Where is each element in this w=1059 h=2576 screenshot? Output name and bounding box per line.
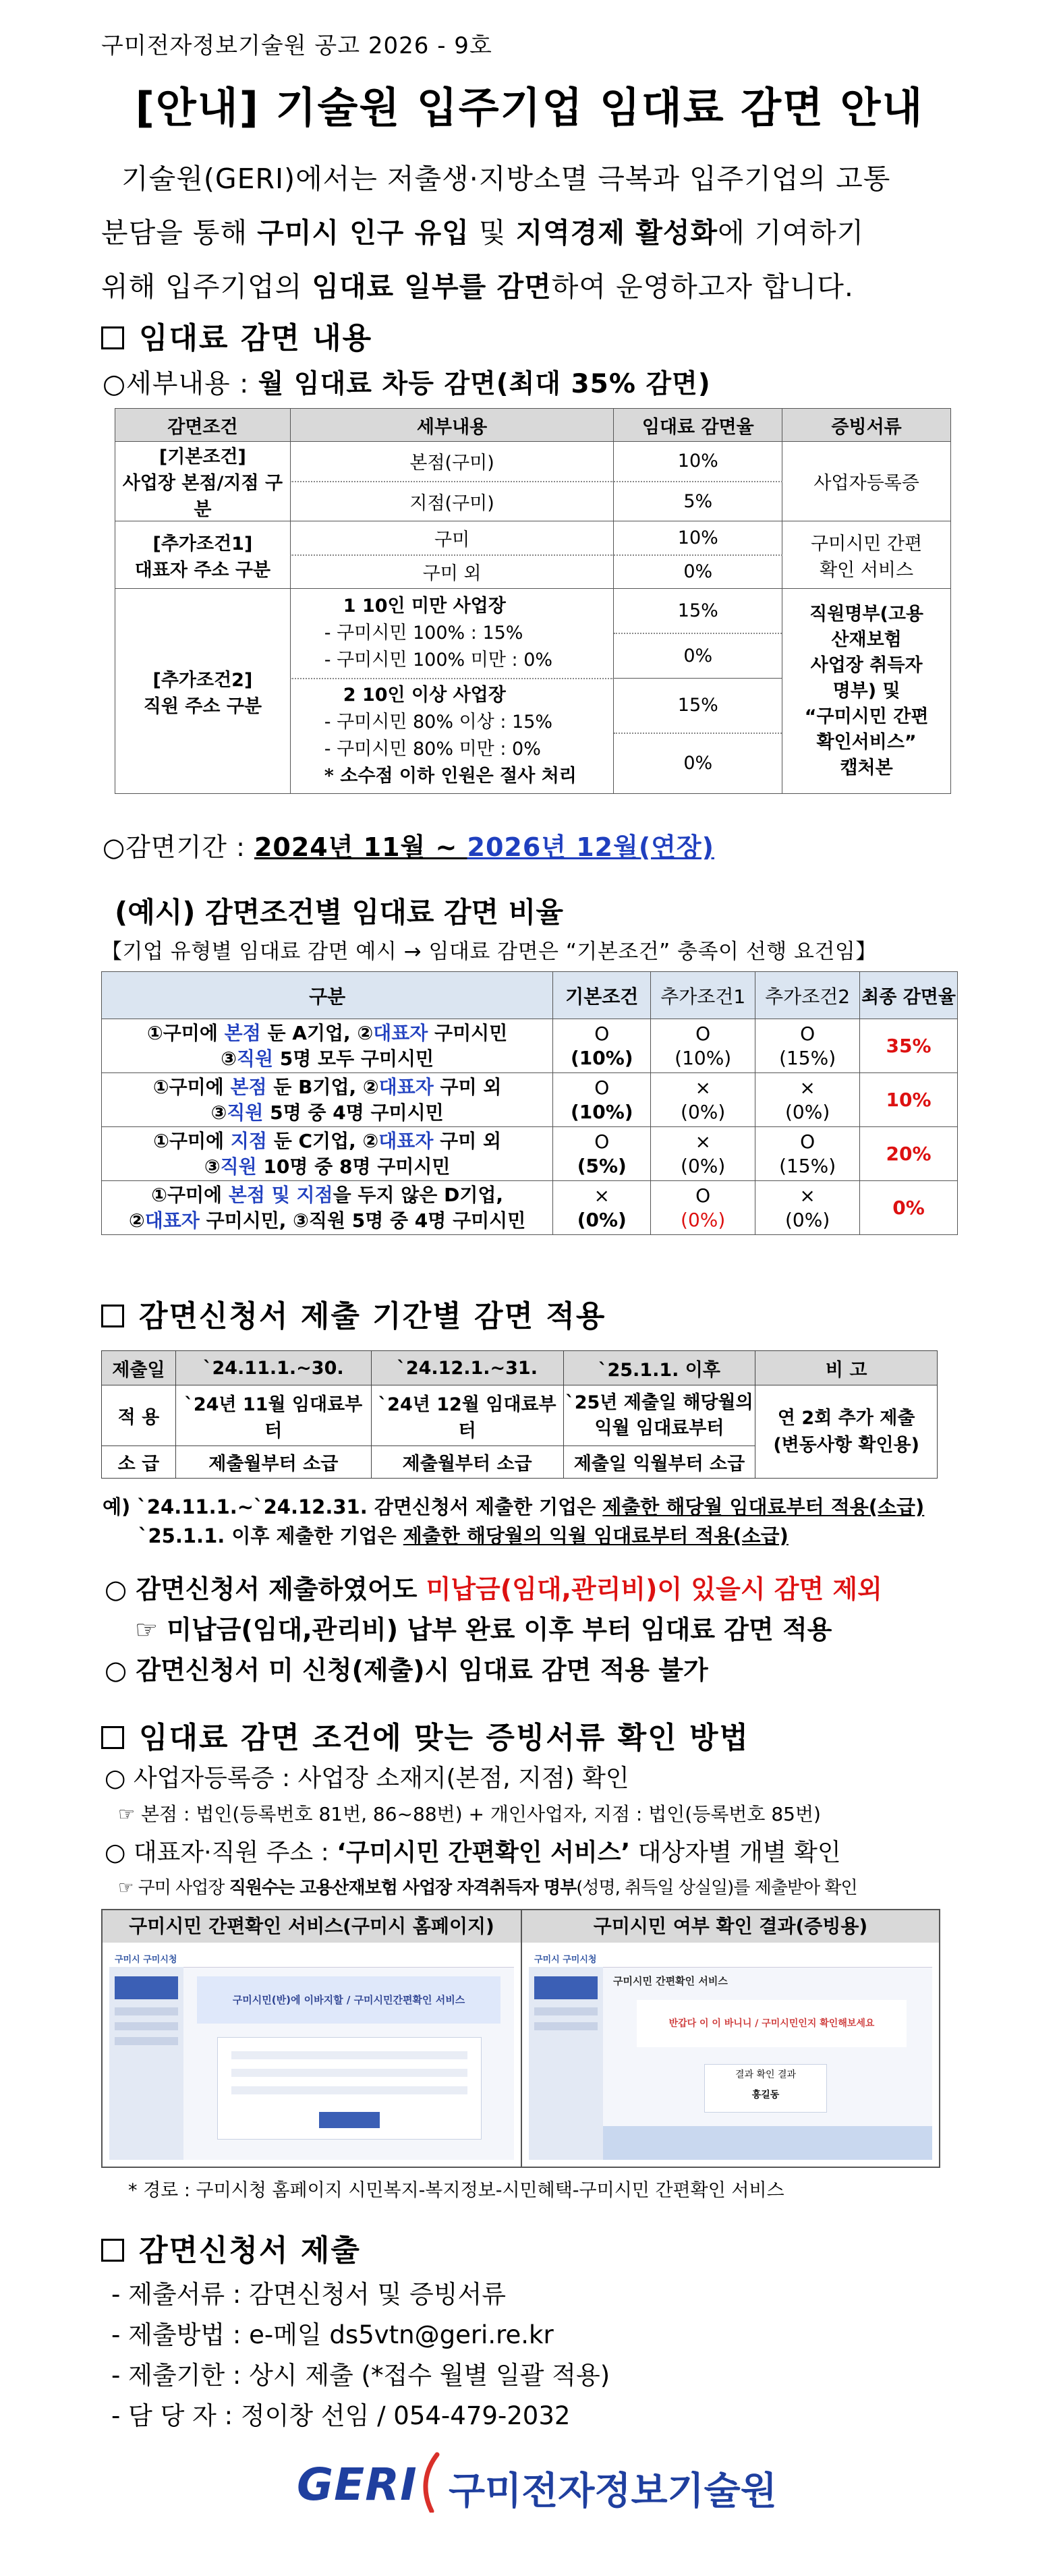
cell: `24년 12월 임대료부터	[371, 1385, 563, 1446]
text	[102, 1154, 552, 1180]
example-note-1	[103, 1492, 924, 1520]
example-table	[101, 971, 958, 1235]
detail-line	[103, 363, 711, 401]
text: 본점	[230, 1075, 267, 1098]
section-title: 임대료 감면 내용	[139, 321, 373, 355]
add1-cell	[651, 1127, 755, 1181]
text: (15%)	[779, 1046, 836, 1069]
text: 구미시민	[428, 1021, 508, 1044]
col-header: 기본조건	[553, 972, 651, 1019]
text	[102, 1100, 552, 1126]
text: O	[800, 1022, 815, 1045]
list-item: - 담 당 자 : 정이창 선임 / 054-479-2032	[111, 2401, 571, 2430]
page-title: [안내] 기술원 입주기업 임대료 감면 안내	[135, 83, 924, 132]
text: 0%	[683, 646, 713, 666]
row-label: 적 용	[102, 1385, 176, 1446]
row-label: 소 급	[102, 1446, 176, 1479]
cell: 제출일 익월부터 소급	[563, 1446, 755, 1479]
text	[102, 1208, 552, 1234]
checkbox-square-icon	[101, 1726, 124, 1749]
text: 명부) 및	[832, 680, 900, 702]
table-row	[102, 1385, 938, 1446]
note: * 소수점 이하 인원은 절사 처리	[324, 766, 577, 787]
text: 본점	[224, 1021, 261, 1044]
detail-cell	[290, 589, 614, 679]
text: ×	[799, 1076, 815, 1099]
detail-cell: 구미 외	[290, 555, 614, 589]
text: (성명, 취득일 상실일)를 제출받아 확인	[576, 1878, 857, 1898]
mock-footer-graphic	[603, 2126, 932, 2160]
example-note-2	[138, 1521, 789, 1549]
sub-heading: 1 10인 미만 사업장	[343, 595, 506, 617]
text: 15%	[614, 589, 782, 634]
text: ③	[210, 1101, 227, 1124]
example-title: (예시) 감면조건별 임대료 감면 비율	[115, 896, 563, 929]
text: `25.1.1. 이후 제출한 기업은	[138, 1524, 403, 1547]
text: (10%)	[570, 1100, 633, 1123]
period-table	[101, 1350, 938, 1479]
text: ①구미에	[151, 1183, 229, 1206]
text: 지점	[230, 1129, 267, 1152]
section-heading-reduction	[101, 314, 372, 357]
text: 대표자	[144, 1209, 200, 1232]
case-cell	[102, 1073, 553, 1127]
col-header: `24.12.1.~31.	[371, 1351, 563, 1385]
text: 연 2회 추가 제출	[777, 1407, 915, 1429]
text: (0%)	[784, 1208, 830, 1231]
text	[102, 1182, 552, 1208]
text: (0%)	[681, 1208, 726, 1231]
rate-cell: 10%	[614, 521, 782, 555]
intro-line-1: 기술원(GERI)에서는 저출생·지방소멸 극복과 입주기업의 고통	[121, 163, 891, 195]
text: 10명 중 8명 구미시민	[256, 1155, 451, 1178]
mock-topbar	[109, 1949, 514, 1968]
text: 제출한 해당월의 익월 임대료부터 적용(소급)	[403, 1524, 789, 1547]
condition-cell	[115, 521, 291, 589]
text: O	[594, 1076, 610, 1099]
detail-cell	[290, 679, 614, 794]
mock-sidebar	[529, 1967, 603, 2160]
text: - 구미시민 100% 미만 : 0%	[324, 649, 553, 670]
checkbox-square-icon	[101, 326, 124, 349]
text: 결과 확인 결과	[735, 2069, 797, 2080]
path-note: * 경로 : 구미시청 홈페이지 시민복지-복지정보-시민혜택-구미시민 간편확인 서비스	[128, 2180, 784, 2201]
text: `25년 제출일 해당월의	[565, 1392, 753, 1413]
text: 구미시민, ③직원 5명 중 4명 구미시민	[199, 1209, 526, 1232]
notice-number: 구미전자정보기술원 공고 2026 - 9호	[101, 32, 492, 59]
text: (0%)	[784, 1100, 830, 1123]
text: ①구미에	[147, 1021, 225, 1044]
logo-mark: GERI	[297, 2459, 418, 2511]
text: 0%	[683, 753, 713, 774]
condition-cell	[115, 589, 291, 794]
final-rate-cell: 10%	[860, 1073, 958, 1127]
period-start: 2024년 11월 ~	[254, 832, 467, 862]
add2-cell	[755, 1073, 860, 1127]
text: 예) `24.11.1.~`24.12.31. 감면신청서 제출한 기업은	[103, 1495, 603, 1518]
text	[102, 1128, 552, 1154]
base-cell	[553, 1019, 651, 1073]
detail-value: 월 임대료 차등 감면(최대 35% 감면)	[258, 369, 711, 399]
table-header-row	[115, 409, 951, 442]
text: 캡처본	[840, 757, 893, 778]
intro-paragraph	[101, 152, 958, 314]
col-header: 비 고	[755, 1351, 938, 1385]
text: 사업장 본점/지점 구분	[122, 473, 283, 520]
add1-cell	[651, 1019, 755, 1073]
text: 대표자	[373, 1021, 428, 1044]
text: ○ 감면신청서 제출하였어도	[105, 1574, 426, 1604]
mock-menu-line	[115, 2037, 178, 2045]
mock-result-box	[704, 2064, 827, 2113]
add1-cell	[651, 1073, 755, 1127]
screenshot-panel	[101, 1909, 940, 2168]
text: (15%)	[779, 1154, 836, 1177]
base-cell	[553, 1181, 651, 1235]
section-heading-proof	[101, 1713, 749, 1756]
list-item: - 제출서류 : 감면신청서 및 증빙서류	[111, 2280, 507, 2309]
text: 5명 모두 구미시민	[273, 1047, 434, 1070]
list-item: - 제출기한 : 상시 제출 (*접수 월별 일괄 적용)	[111, 2361, 610, 2390]
checkbox-square-icon	[101, 2239, 124, 2262]
rate-cell	[614, 679, 782, 794]
col-header: 감면조건	[115, 409, 291, 442]
text: 위해 입주기업의	[101, 270, 312, 303]
text: [추가조건1]	[152, 533, 253, 554]
text: (5%)	[577, 1154, 627, 1177]
checkbox-square-icon	[101, 1305, 124, 1327]
highlight-population: 구미시 인구 유입	[257, 217, 469, 249]
mock-menu-line	[115, 2022, 178, 2030]
text: 에 기여하기	[718, 217, 865, 249]
mock-sidebar-head	[115, 1976, 178, 1999]
cell	[563, 1385, 755, 1446]
text: ‘구미시민 간편확인 서비스’	[337, 1839, 631, 1866]
table-row	[102, 1127, 958, 1181]
table-row	[102, 1073, 958, 1127]
text: ×	[594, 1184, 610, 1207]
section-title: 감면신청서 제출 기간별 감면 적용	[139, 1299, 606, 1334]
text: (변동사항 확인용)	[773, 1434, 919, 1456]
text: O	[695, 1184, 711, 1207]
no-apply-bullet: ○ 감면신청서 미 신청(제출)시 임대료 감면 적용 불가	[105, 1655, 708, 1685]
detail-label: ○세부내용 :	[103, 369, 258, 399]
text: 을 두지 않은 D기업,	[333, 1183, 504, 1206]
rate-cell: 0%	[614, 555, 782, 589]
table-row	[115, 589, 951, 679]
logo-name: 구미전자정보기술원	[449, 2469, 777, 2513]
text: ③	[221, 1047, 237, 1070]
intro-line-2	[101, 206, 958, 260]
sub-heading: 2 10인 이상 사업장	[343, 685, 506, 706]
text: O	[695, 1022, 711, 1045]
text: ③	[204, 1155, 221, 1178]
text: 직원	[236, 1047, 274, 1070]
left-screenshot-title: 구미시민 간편확인 서비스(구미시 홈페이지)	[103, 1910, 522, 1943]
text: ☞ 구미 사업장	[118, 1878, 229, 1898]
text: 구미 외	[433, 1129, 502, 1152]
cell: 제출월부터 소급	[371, 1446, 563, 1479]
text: (0%)	[681, 1100, 726, 1123]
text: 구미시민 간편	[811, 533, 923, 554]
document-cell: 사업자등록증	[782, 442, 951, 521]
proof-line-2: ☞ 본점 : 법인(등록번호 81번, 86~88번) + 개인사업자, 지점 : 법인(등록번호 85번)	[118, 1803, 821, 1825]
add1-cell	[651, 1181, 755, 1235]
col-header: 최종 감면율	[860, 972, 958, 1019]
text: 대표자	[378, 1075, 434, 1098]
table-row	[102, 1181, 958, 1235]
list-item: - 제출방법 : e-메일 ds5vtn@geri.re.kr	[111, 2320, 554, 2349]
mock-banner: 반갑다 이 이 바니니 / 구미시민인지 확인해보세요	[637, 2000, 907, 2047]
right-screenshot-title: 구미시민 여부 확인 결과(증빙용)	[522, 1910, 939, 1943]
text: - 구미시민 100% : 15%	[324, 622, 523, 643]
col-header: 세부내용	[290, 409, 614, 442]
document-cell	[782, 521, 951, 589]
mock-heading: 구미시민 간편확인 서비스	[613, 1975, 728, 1987]
section-title: 감면신청서 제출	[139, 2233, 361, 2268]
rate-cell: 5%	[614, 482, 782, 521]
col-header: `24.11.1.~30.	[175, 1351, 371, 1385]
mock-sidebar	[109, 1967, 183, 2160]
col-header: `25.1.1. 이후	[563, 1351, 755, 1385]
final-rate-cell: 35%	[860, 1019, 958, 1073]
unpaid-bullet	[105, 1568, 882, 1605]
text: 직원	[227, 1101, 264, 1124]
text: ○ 대표자·직원 주소 :	[105, 1839, 337, 1866]
cell: 제출월부터 소급	[175, 1446, 371, 1479]
text: 확인서비스”	[816, 731, 917, 753]
text: 5명 중 4명 구미시민	[263, 1101, 444, 1124]
remark-cell	[755, 1385, 938, 1479]
text	[102, 1075, 552, 1100]
case-cell	[102, 1127, 553, 1181]
text	[102, 1021, 552, 1046]
text: “구미시민 간편	[804, 706, 929, 727]
text: 대표자	[378, 1129, 434, 1152]
proof-line-4	[118, 1874, 857, 1899]
mock-logo: 구미시 구미시청	[534, 1955, 597, 1965]
left-screenshot-image	[109, 1949, 514, 2160]
text: ②	[128, 1209, 145, 1232]
submit-list	[111, 2274, 610, 2436]
document-cell	[782, 589, 951, 794]
text: ×	[695, 1076, 711, 1099]
text: (0%)	[577, 1208, 627, 1231]
col-header: 임대료 감면율	[614, 409, 782, 442]
add2-cell	[755, 1181, 860, 1235]
mock-form-line	[231, 2051, 467, 2059]
panel-divider	[521, 1910, 522, 2167]
text: (10%)	[675, 1046, 732, 1069]
table-header-row	[102, 972, 958, 1019]
mock-topbar	[529, 1949, 932, 1968]
unpaid-note: ☞ 미납금(임대,관리비) 납부 완료 이후 부터 임대료 감면 적용	[135, 1615, 832, 1644]
text: 직원 주소 구분	[143, 695, 262, 717]
period-line	[103, 826, 714, 863]
cell: `24년 11월 임대료부터	[175, 1385, 371, 1446]
table-header-row	[102, 1351, 938, 1385]
mock-menu-line	[115, 2007, 178, 2015]
period-label: ○감면기간 :	[103, 832, 254, 862]
table-row	[102, 1019, 958, 1073]
example-subtitle: 【기업 유형별 임대료 감면 예시 → 임대료 감면은 “기본조건” 충족이 선행 요건임】	[101, 940, 877, 964]
mock-menu-line	[534, 2007, 598, 2015]
reduction-table	[115, 408, 951, 794]
text: (10%)	[570, 1046, 633, 1069]
text: 직원명부(고용	[809, 603, 924, 625]
section-heading-submit	[101, 2226, 361, 2269]
text: 둔 B기업, ②	[266, 1075, 379, 1098]
text: O	[800, 1130, 815, 1153]
text: 대표자 주소 구분	[134, 559, 271, 581]
text: ①구미에	[152, 1075, 231, 1098]
rate-cell: 10%	[614, 442, 782, 482]
text	[102, 1046, 552, 1072]
text: 산재보험	[831, 629, 902, 650]
text: ×	[695, 1130, 711, 1153]
text: ①구미에	[153, 1129, 231, 1152]
text: (0%)	[681, 1154, 726, 1177]
add2-cell	[755, 1019, 860, 1073]
text: 분담을 통해	[101, 217, 258, 249]
mock-form-line	[231, 2086, 467, 2094]
right-screenshot-image	[529, 1949, 932, 2160]
text: 15%	[614, 679, 782, 734]
text: - 구미시민 80% 이상 : 15%	[324, 712, 553, 733]
base-cell	[553, 1073, 651, 1127]
text: 및	[469, 217, 516, 249]
col-header: 구분	[102, 972, 553, 1019]
highlight-reduction: 임대료 일부를 감면	[312, 270, 552, 303]
period-end: 2026년 12월(연장)	[467, 832, 714, 862]
condition-cell	[115, 442, 291, 521]
mock-form-button	[319, 2112, 380, 2128]
text: [추가조건2]	[152, 669, 253, 691]
text: [기본조건]	[159, 447, 246, 467]
text: 확인 서비스	[820, 559, 914, 581]
intro-line-3	[101, 260, 958, 314]
detail-cell: 본점(구미)	[290, 442, 614, 482]
col-header: 추가조건1	[651, 972, 755, 1019]
detail-cell: 지점(구미)	[290, 482, 614, 521]
rate-cell	[614, 589, 782, 679]
mock-form	[217, 2037, 482, 2140]
mock-sidebar-head	[534, 1976, 598, 1999]
case-cell	[102, 1019, 553, 1073]
proof-line-3	[105, 1833, 841, 1868]
col-header: 추가조건2	[755, 972, 860, 1019]
proof-line-1: ○ 사업자등록증 : 사업장 소재지(본점, 지점) 확인	[105, 1765, 629, 1792]
add2-cell	[755, 1127, 860, 1181]
text: O	[594, 1130, 610, 1153]
text: 둔 A기업, ②	[260, 1021, 374, 1044]
text: 미납금(임대,관리비)이 있을시 감면 제외	[426, 1574, 882, 1604]
table-row	[115, 521, 951, 555]
final-rate-cell: 0%	[860, 1181, 958, 1235]
text: 구미 외	[433, 1075, 502, 1098]
text: 대상자별 개별 확인	[630, 1839, 841, 1866]
highlight-economy: 지역경제 활성화	[515, 217, 718, 249]
text: - 구미시민 80% 미만 : 0%	[324, 739, 541, 760]
text: 흥길동	[751, 2090, 780, 2100]
text: O	[594, 1022, 610, 1045]
logo-swoosh-icon	[417, 2452, 444, 2513]
mock-logo: 구미시 구미시청	[115, 1955, 177, 1965]
mock-form-line	[231, 2069, 467, 2077]
col-header: 제출일	[102, 1351, 176, 1385]
case-cell	[102, 1181, 553, 1235]
mock-banner: 구미시민(반)에 이바지할 / 구미시민간편확인 서비스	[197, 1976, 500, 2024]
text: 하여 운영하고자 합니다.	[551, 270, 854, 303]
mock-menu-line	[534, 2022, 598, 2030]
text: 익월 임대료부터	[594, 1417, 724, 1439]
text: 직원	[220, 1155, 257, 1178]
text: 제출한 해당월 임대료부터 적용(소급)	[602, 1495, 925, 1518]
table-row	[115, 442, 951, 482]
base-cell	[553, 1127, 651, 1181]
text: 본점 및 지점	[228, 1183, 333, 1206]
text: ×	[799, 1184, 815, 1207]
text: 직원수는 고용산재보험 사업장 자격취득자 명부	[229, 1878, 577, 1898]
final-rate-cell: 20%	[860, 1127, 958, 1181]
col-header: 증빙서류	[782, 409, 951, 442]
detail-cell: 구미	[290, 521, 614, 555]
text: 둔 C기업, ②	[266, 1129, 379, 1152]
section-heading-period	[101, 1292, 606, 1335]
text: 사업장 취득자	[810, 654, 923, 676]
section-title: 임대료 감면 조건에 맞는 증빙서류 확인 방법	[139, 1721, 749, 1755]
